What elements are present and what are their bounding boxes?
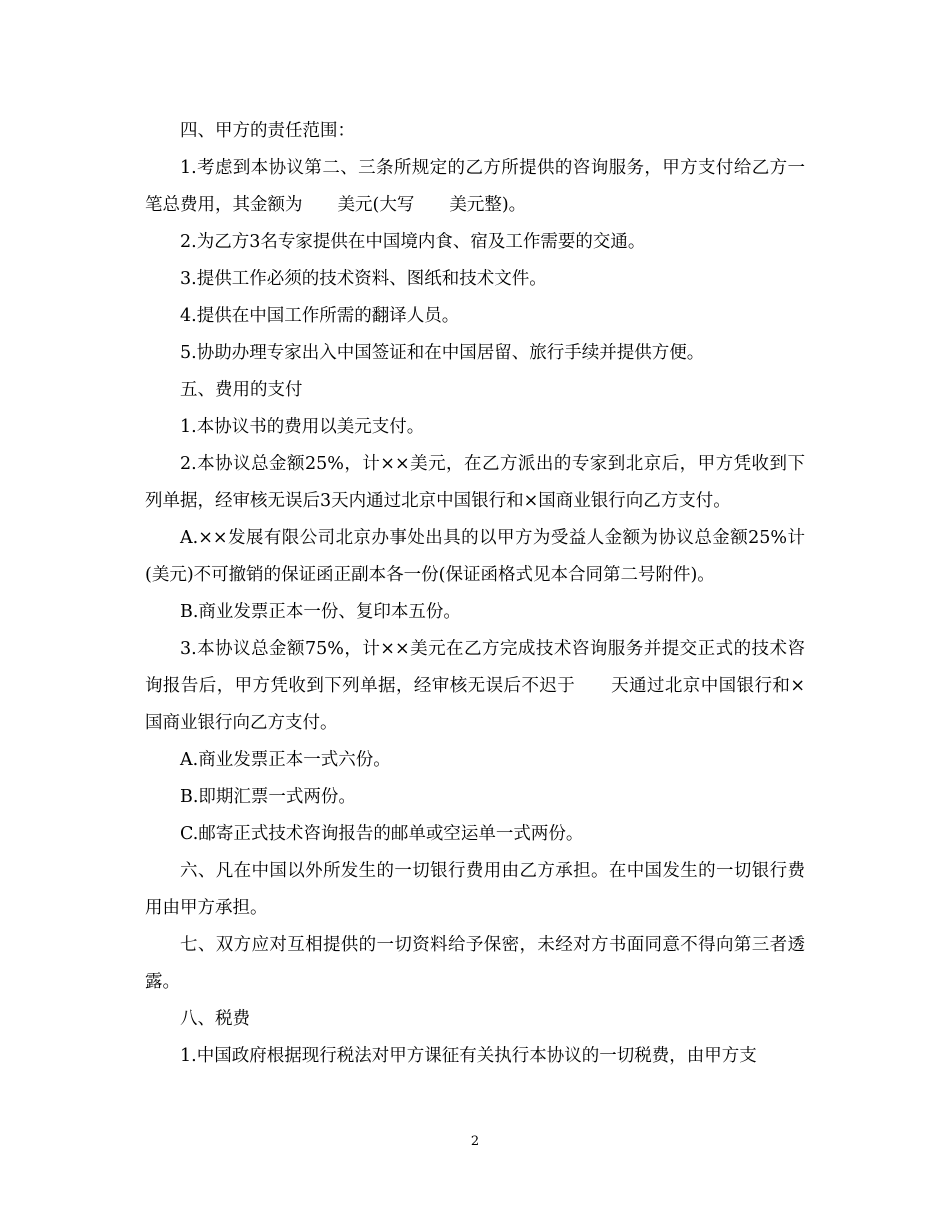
paragraph: A.商业发票正本一式六份。	[180, 750, 391, 770]
section-heading-taxes: 八、税费	[180, 1009, 250, 1029]
paragraph: 1.考虑到本协议第二、三条所规定的乙方所提供的咨询服务，甲方支付给乙方一笔总费用，其金额为 美元(大写 美元整)。	[145, 158, 805, 215]
paragraph: 3.本协议总金额75%，计××美元在乙方完成技术咨询服务并提交正式的技术咨询报告后，甲方凭收到下列单据，经审核无误后不迟于 天通过北京中国银行和×国商业银行向乙方支付。	[145, 639, 805, 733]
paragraph: 2.本协议总金额25%，计××美元，在乙方派出的专家到北京后，甲方凭收到下列单据，经审核无误后3天内通过北京中国银行和×国商业银行向乙方支付。	[145, 454, 805, 511]
paragraph: B.商业发票正本一份、复印本五份。	[180, 602, 461, 622]
section-heading-responsibilities: 四、甲方的责任范围：	[180, 121, 355, 141]
page-number: 2	[470, 1134, 480, 1149]
paragraph: 4.提供在中国工作所需的翻译人员。	[180, 306, 460, 326]
paragraph: B.即期汇票一式两份。	[180, 787, 356, 807]
paragraph: 2.为乙方3名专家提供在中国境内食、宿及工作需要的交通。	[180, 232, 646, 252]
paragraph: 5.协助办理专家出入中国签证和在中国居留、旅行手续并提供方便。	[180, 343, 705, 363]
paragraph: 1.本协议书的费用以美元支付。	[180, 417, 425, 437]
section-bank-fees: 六、凡在中国以外所发生的一切银行费用由乙方承担。在中国发生的一切银行费用由甲方承担。	[145, 861, 805, 918]
paragraph: A.××发展有限公司北京办事处出具的以甲方为受益人金额为协议总金额25%计(美元)不可撤销的保证函正副本各一份(保证函格式见本合同第二号附件)。	[145, 528, 805, 585]
paragraph: 1.中国政府根据现行税法对甲方课征有关执行本协议的一切税费，由甲方支	[180, 1046, 757, 1066]
paragraph: 3.提供工作必须的技术资料、图纸和技术文件。	[180, 269, 547, 289]
document-body	[145, 113, 805, 1075]
section-heading-payment: 五、费用的支付	[180, 380, 303, 400]
section-confidentiality: 七、双方应对互相提供的一切资料给予保密，未经对方书面同意不得向第三者透露。	[145, 935, 805, 992]
paragraph: C.邮寄正式技术咨询报告的邮单或空运单一式两份。	[180, 824, 584, 844]
